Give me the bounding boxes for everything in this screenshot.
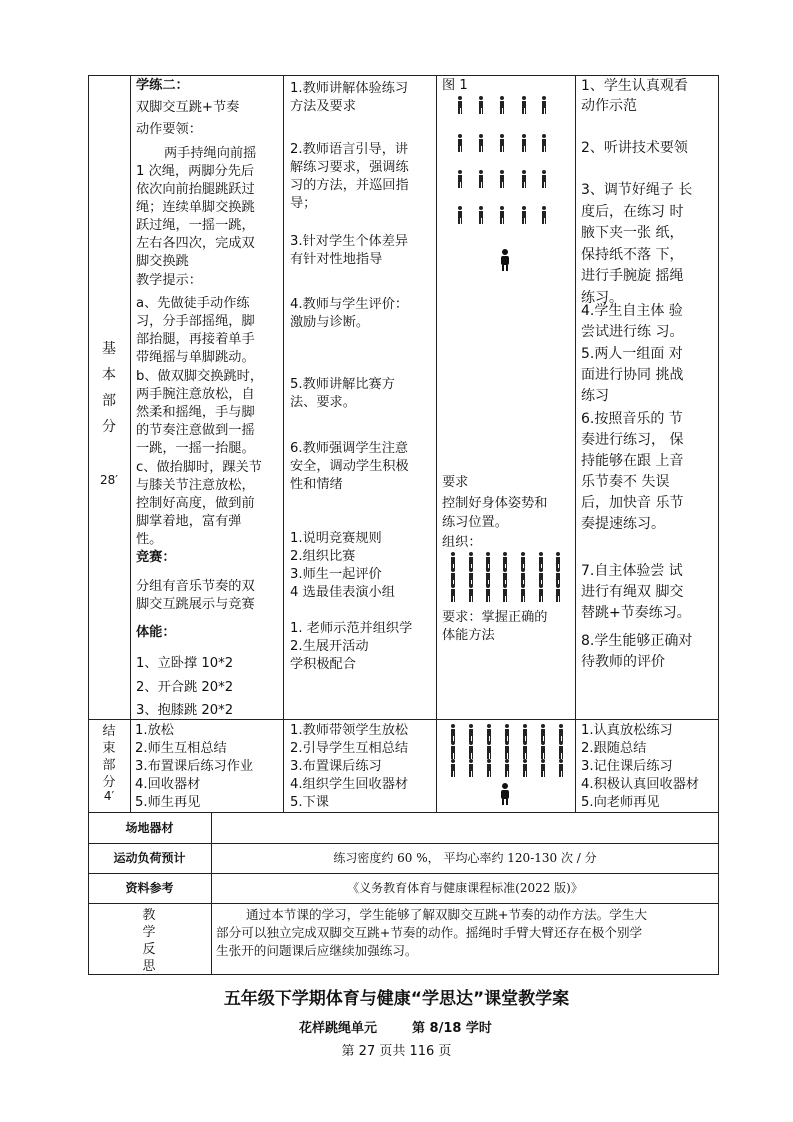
student-figure-icon: [521, 759, 529, 777]
row-line-venue-bottom: [88, 843, 719, 844]
footer-unit: 花样跳绳单元: [299, 1021, 378, 1036]
col-line-3: [436, 75, 437, 813]
student-activity-line: 替跳+节奏练习。: [581, 605, 691, 621]
student-activity-line: 6.按照音乐的 节: [581, 411, 683, 427]
teacher-activity-line: 1.说明竞赛规则: [290, 531, 382, 546]
essentials-line: 左右各四次，完成双: [136, 236, 255, 251]
reflection-label-char: 教: [142, 908, 156, 923]
student-figure-icon: [467, 724, 475, 742]
end-time: 4′: [103, 789, 115, 803]
student-figure-icon: [557, 724, 565, 742]
reflection-line: 生张开的问题课后应继续加强练习。: [216, 943, 418, 958]
teacher-activity-line: 6.教师强调学生注意: [290, 441, 409, 456]
load-label: 运动负荷预计: [113, 851, 186, 865]
compete-line: 脚交互跳展示与竞赛: [136, 597, 255, 612]
col-line-2: [283, 75, 284, 813]
teacher-activity-line: 3.针对学生个体差异: [290, 234, 409, 249]
end-teacher-line: 1.教师带领学生放松: [290, 723, 409, 738]
teacher-activity-line: 性和情绪: [290, 477, 343, 492]
student-activity-line: 进行手腕旋 摇绳: [581, 268, 684, 284]
student-figure-icon: [449, 741, 457, 759]
reflection-label-char: 思: [142, 959, 156, 974]
requirement-title: 要求: [442, 475, 469, 490]
student-figure-icon: [467, 759, 475, 777]
end-teacher-line: 5.下课: [290, 795, 329, 810]
footer-title: 五年级下学期体育与健康“学思达”课堂教学案: [223, 989, 570, 1009]
tips-line: 习，分手部摇绳，脚: [136, 314, 255, 329]
student-figure-icon: [539, 759, 547, 777]
essentials-line: 绳；连续单脚交换跳: [136, 200, 255, 215]
student-figure-icon: [498, 206, 506, 224]
end-student-line: 5.向老师再见: [581, 795, 660, 810]
basic-label-char: 部: [102, 393, 116, 409]
venue-label: 场地器材: [125, 821, 174, 835]
reflection-label-char: 学: [142, 925, 156, 940]
tips-line: 一跳，一摇一抬腿。: [136, 441, 255, 456]
reflection-line: 部分可以独立完成双脚交互跳+节奏的动作。摇绳时手臂大臂还存在极个别学: [216, 925, 643, 940]
requirement-2-line: 体能方法: [442, 628, 495, 643]
end-content-line: 1.放松: [135, 723, 174, 738]
row-line-end-bottom: [88, 812, 719, 813]
student-activity-line: 腋下夹一张 纸，: [581, 225, 684, 241]
student-figure-icon: [554, 584, 562, 602]
drill-name: 双脚交互跳+节奏: [136, 100, 240, 115]
tips-line: 脚掌着地，富有弹: [136, 514, 242, 529]
student-figure-icon: [521, 724, 529, 742]
tips-line: b、做双脚交换跳时，: [136, 369, 264, 384]
requirement-2-line: 要求：掌握正确的: [442, 610, 548, 625]
tips-line: 的节奏注意做到一摇: [136, 423, 255, 438]
student-figure-icon: [477, 170, 485, 188]
student-figure-icon: [501, 584, 509, 602]
teacher-activity-line: 导；: [290, 196, 317, 211]
student-figure-icon: [456, 206, 464, 224]
student-figure-icon: [498, 96, 506, 114]
requirement-line: 练习位置。: [442, 515, 508, 530]
fitness-title: 体能：: [136, 625, 176, 640]
student-figure-icon: [449, 584, 457, 602]
student-figure-icon: [539, 724, 547, 742]
table-border-top: [88, 75, 719, 76]
reflection-label-char: 反: [142, 942, 156, 957]
end-teacher-line: 2.引导学生互相总结: [290, 741, 409, 756]
tips-line: 性。: [136, 532, 163, 547]
fitness-line: 1、立卧撑 10*2: [136, 656, 234, 671]
student-activity-line: 乐节奏不 失误: [581, 474, 670, 490]
student-activity-line: 持能够在跟 上音: [581, 453, 684, 469]
end-student-line: 1.认真放松练习: [581, 723, 673, 738]
teacher-activity-line: 学积极配合: [290, 657, 356, 672]
student-figure-icon: [537, 584, 545, 602]
teacher-activity-line: 1.教师讲解体验练习: [290, 81, 409, 96]
tips-line: 与膝关节注意放松，: [136, 478, 255, 493]
basic-label-char: 基: [102, 341, 116, 357]
table-border-left: [88, 75, 89, 975]
teacher-activity-line: 2.组织比赛: [290, 549, 356, 564]
teacher-figure-icon: [499, 249, 511, 271]
reflection-line: 通过本节课的学习，学生能够了解双脚交互跳+节奏的动作方法。学生大: [246, 907, 647, 922]
end-content-line: 5.师生再见: [135, 795, 201, 810]
student-activity-line: 1、学生认真观看: [581, 78, 688, 94]
tips-line: 部抬腿，再接着单手: [136, 332, 255, 347]
end-content-line: 2.师生互相总结: [135, 741, 227, 756]
student-figure-icon: [539, 741, 547, 759]
load-value: 练习密度约 60 %， 平均心率约 120-130 次 / 分: [333, 851, 597, 865]
teacher-activity-line: 4 选最佳表演小组: [290, 585, 395, 600]
student-activity-line: 保持纸不落 下，: [581, 246, 684, 263]
student-figure-icon: [498, 170, 506, 188]
student-figure-icon: [477, 134, 485, 152]
organization-title: 组织：: [442, 535, 482, 550]
end-label-char: 束: [102, 741, 116, 756]
end-student-line: 3.记住课后练习: [581, 759, 673, 774]
teacher-activity-line: 安全，调动学生积极: [290, 459, 409, 474]
end-label-char: 分: [102, 775, 116, 790]
student-figure-icon: [520, 206, 528, 224]
student-figure-icon: [477, 206, 485, 224]
student-figure-icon: [485, 759, 493, 777]
student-figure-icon: [477, 96, 485, 114]
student-activity-line: 8.学生能够正确对: [581, 633, 693, 649]
student-figure-icon: [557, 741, 565, 759]
student-activity-line: 面进行协同 挑战: [581, 367, 684, 383]
student-activity-line: 动作示范: [581, 98, 637, 114]
page-number: 第 27 页共 116 页: [341, 1044, 452, 1059]
student-activity-line: 2、听讲技术要领: [581, 140, 688, 156]
end-content-line: 4.回收器材: [135, 777, 201, 792]
student-figure-icon: [498, 134, 506, 152]
student-figure-icon: [520, 170, 528, 188]
essentials-line: 两手持绳向前摇: [164, 146, 257, 161]
end-label-char: 结: [102, 724, 116, 739]
essentials-line: 1 次绳，两脚分先后: [136, 164, 255, 179]
student-figure-icon: [456, 96, 464, 114]
table-border-right: [718, 75, 719, 975]
fitness-line: 3、抱膝跳 20*2: [136, 703, 234, 718]
essentials-line: 脚交换跳: [136, 254, 189, 269]
teacher-activity-line: 有针对性地指导: [290, 252, 383, 267]
student-activity-line: 尝试进行练 习。: [581, 324, 684, 340]
teacher-activity-line: 2.生展开活动: [290, 639, 369, 654]
student-activity-line: 奏提速练习。: [581, 516, 665, 532]
end-label-char: 部: [102, 758, 116, 773]
student-figure-icon: [540, 206, 548, 224]
student-figure-icon: [540, 96, 548, 114]
end-content-line: 3.布置课后练习作业: [135, 759, 254, 774]
teacher-activity-line: 3.师生一起评价: [290, 567, 382, 582]
end-teacher-line: 3.布置课后练习: [290, 759, 382, 774]
student-figure-icon: [484, 584, 492, 602]
teacher-figure-icon: [499, 783, 511, 805]
teacher-activity-line: 1. 老师示范并组织学: [290, 621, 413, 636]
teacher-activity-line: 解练习要求，强调练: [290, 160, 409, 175]
student-activity-line: 进行有绳双 脚交: [581, 584, 684, 600]
student-figure-icon: [467, 741, 475, 759]
end-student-line: 4.积极认真回收器材: [581, 777, 700, 792]
col-line-1: [130, 75, 131, 813]
student-figure-icon: [449, 759, 457, 777]
basic-time: 28′: [100, 473, 118, 487]
student-figure-icon: [503, 759, 511, 777]
student-activity-line: 待教师的评价: [581, 654, 665, 670]
student-figure-icon: [485, 741, 493, 759]
student-activity-line: 练习: [581, 388, 609, 404]
student-figure-icon: [520, 134, 528, 152]
essentials-line: 依次向前抬腿跳跃过: [136, 182, 255, 197]
reference-label: 资料参考: [125, 881, 174, 895]
row-line-load-bottom: [88, 873, 719, 874]
compete-title: 竞赛：: [136, 550, 176, 565]
tips-line: c、做抬脚时，踝关节: [136, 460, 262, 475]
student-figure-icon: [456, 170, 464, 188]
student-activity-line: 5.两人一组面 对: [581, 346, 683, 362]
student-figure-icon: [456, 134, 464, 152]
tips-line: 带绳摇与单脚跳动。: [136, 350, 255, 365]
tips-title: 教学提示：: [136, 273, 202, 288]
tips-line: a、先做徒手动作练: [136, 296, 250, 311]
student-figure-icon: [521, 741, 529, 759]
teacher-activity-line: 激励与诊断。: [290, 315, 370, 330]
teacher-activity-line: 5.教师讲解比赛方: [290, 377, 395, 392]
col-line-4: [575, 75, 576, 813]
drill-heading: 学练二：: [136, 78, 189, 93]
student-figure-icon: [540, 170, 548, 188]
student-figure-icon: [467, 584, 475, 602]
student-activity-line: 练习。: [581, 289, 623, 306]
reference-value: 《义务教育体育与健康课程标准(2022 版)》: [347, 881, 583, 895]
row-line-ref-bottom: [88, 903, 719, 904]
teacher-activity-line: 法、要求。: [290, 395, 356, 410]
footer-lesson: 第 8/18 学时: [412, 1021, 492, 1036]
student-figure-icon: [449, 724, 457, 742]
requirement-line: 控制好身体姿势和: [442, 496, 548, 511]
tips-line: 两手腕注意放松，自: [136, 387, 255, 402]
figure-label: 图 1: [442, 78, 468, 93]
teacher-activity-line: 4.教师与学生评价：: [290, 297, 409, 312]
student-figure-icon: [503, 741, 511, 759]
student-figure-icon: [520, 96, 528, 114]
student-figure-icon: [557, 759, 565, 777]
student-activity-line: 度后，在练习 时: [581, 203, 684, 220]
student-activity-line: 3、调节好绳子 长: [581, 182, 693, 198]
student-figure-icon: [503, 724, 511, 742]
student-activity-line: 7.自主体验尝 试: [581, 563, 683, 579]
essentials-line: 跃过绳，一摇一跳，: [136, 218, 255, 233]
end-student-line: 2.跟随总结: [581, 741, 647, 756]
teacher-activity-line: 方法及要求: [290, 99, 356, 114]
student-figure-icon: [485, 724, 493, 742]
student-activity-line: 4.学生自主体 验: [581, 303, 683, 319]
basic-label-char: 分: [102, 419, 116, 435]
essentials-title: 动作要领：: [136, 122, 202, 137]
student-figure-icon: [519, 584, 527, 602]
end-teacher-line: 4.组织学生回收器材: [290, 777, 409, 792]
teacher-activity-line: 习的方法，并巡回指: [290, 178, 409, 193]
student-activity-line: 奏进行练习， 保: [581, 432, 684, 448]
table-border-bottom: [88, 974, 719, 975]
tips-line: 然柔和摇绳，手与脚: [136, 405, 255, 420]
student-figure-icon: [540, 134, 548, 152]
fitness-line: 2、开合跳 20*2: [136, 680, 234, 695]
student-activity-line: 后，加快音 乐节: [581, 495, 684, 511]
teacher-activity-line: 2.教师语言引导，讲: [290, 142, 409, 157]
basic-label-char: 本: [102, 367, 116, 383]
tips-line: 控制好高度，做到前: [136, 496, 255, 511]
compete-line: 分组有音乐节奏的双: [136, 579, 255, 594]
